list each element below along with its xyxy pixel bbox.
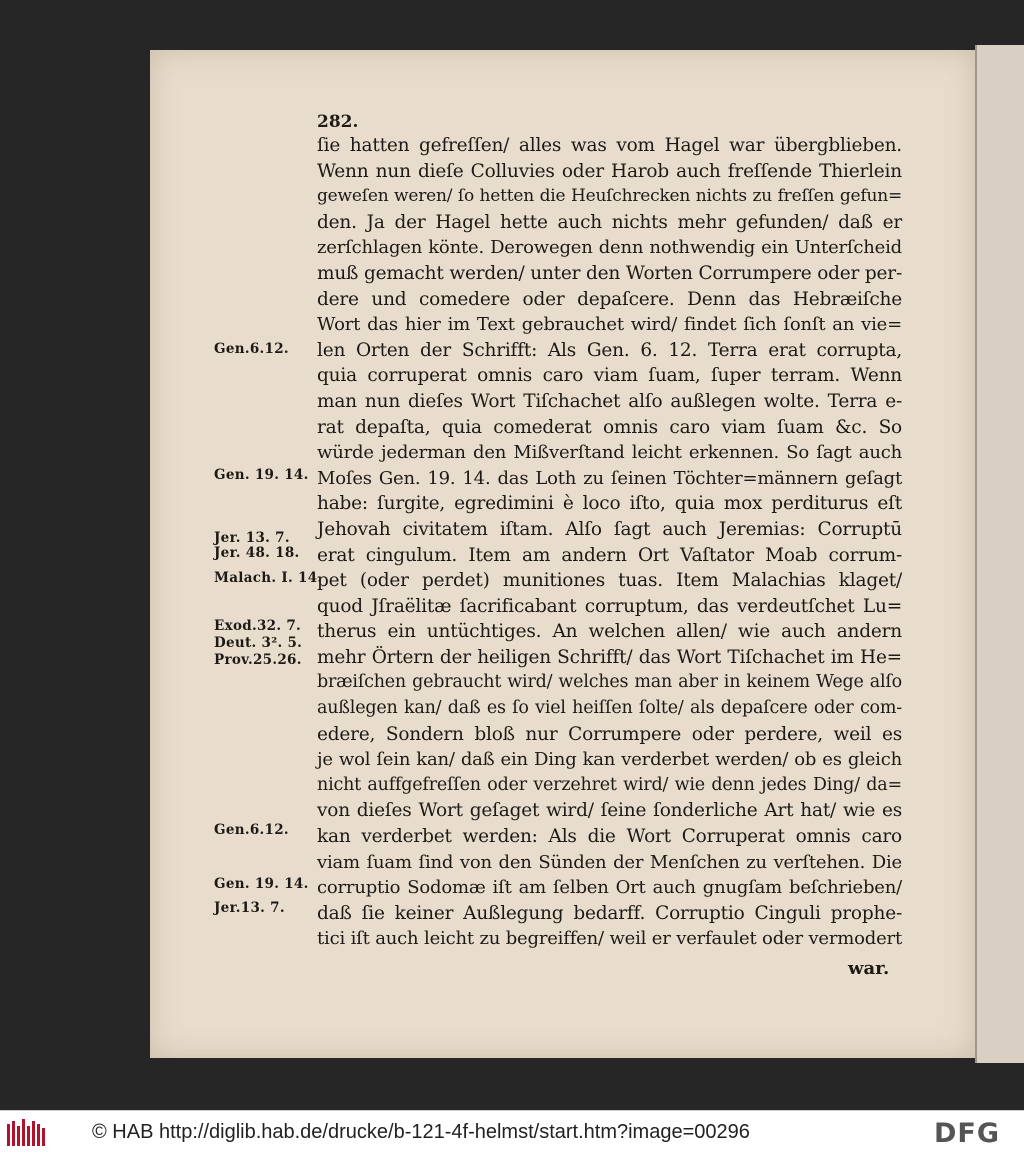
text-line: rat depaſta, quia comederat omnis caro viam ſuam &c. So xyxy=(317,416,902,438)
text-line: den. Ja der Hagel hette auch nichts mehr gefunden/ daß er xyxy=(317,211,902,233)
text-line: len Orten der Schrifft: Als Gen. 6. 12. Terra erat corrupta, xyxy=(317,339,902,361)
text-line: corruptio Sodomæ iſt am ſelben Ort auch gnugſam beſchrieben/ xyxy=(317,877,902,899)
adjacent-page-edge xyxy=(975,45,1024,1063)
margin-note: Gen.6.12. xyxy=(214,822,289,838)
text-line: kan verderbet werden: Als die Wort Corruperat omnis caro xyxy=(317,826,902,848)
text-line: je wol ſein kan/ daß ein Ding kan verderbet werden/ ob es gleich xyxy=(317,749,902,771)
catchword: war. xyxy=(848,958,890,979)
text-line: edere, Sondern bloß nur Corrumpere oder perdere, weil es xyxy=(317,723,902,745)
text-line: von dieſes Wort geſaget wird/ ſeine ſonderliche Art hat/ wie es xyxy=(317,800,902,822)
text-line: man nun dieſes Wort Tiſchachet alſo außlegen wolte. Terra e- xyxy=(317,390,902,412)
text-line: habe: ſurgite, egredimini è loco iſto, quia mox perditurus eſt xyxy=(317,493,902,515)
text-line: daß ſie keiner Außlegung bedarff. Corruptio Cinguli prophe- xyxy=(317,902,902,924)
text-line: bræiſchen gebraucht wird/ welches man aber in keinem Wege alſo xyxy=(317,672,902,693)
text-line: therus ein untüchtiges. An welchen allen/ wie auch andern xyxy=(317,621,902,643)
text-line: tici iſt auch leicht zu begreiffen/ weil er verfaulet oder vermodert xyxy=(317,928,902,950)
footer-bar xyxy=(0,1110,1024,1154)
margin-note: Jer.13. 7. xyxy=(214,900,285,916)
margin-note: Deut. 3². 5. xyxy=(214,635,303,651)
margin-note: Exod.32. 7. xyxy=(214,618,302,634)
margin-note: Prov.25.26. xyxy=(214,652,302,668)
text-line: außlegen kan/ daß es ſo viel heiſſen ſolte/ als depaſcere oder com- xyxy=(317,698,902,719)
text-line: dere und comedere oder depaſcere. Denn das Hebræiſche xyxy=(317,288,902,310)
text-line: pet (oder perdet) munitiones tuas. Item Malachias klaget/ xyxy=(317,570,902,592)
text-line: Wort das hier im Text gebrauchet wird/ findet ſich ſonſt an vie= xyxy=(317,314,902,336)
margin-note: Gen. 19. 14. xyxy=(214,876,309,892)
text-line: nicht auffgefreſſen oder verzehret wird/ wie denn jedes Ding/ da= xyxy=(317,774,902,795)
margin-note: Gen.6.12. xyxy=(214,341,289,357)
text-line: zerſchlagen könte. Derowegen denn nothwendig ein Unterſcheid xyxy=(317,237,902,259)
text-line: Jehovah civitatem iſtam. Alſo ſagt auch Jeremias: Corruptū xyxy=(317,518,902,540)
text-line: quia corruperat omnis caro viam ſuam, ſuper terram. Wenn xyxy=(317,365,902,387)
dfg-logo[interactable]: DFG xyxy=(934,1118,1001,1149)
margin-note: Malach. I. 14. xyxy=(214,570,323,586)
text-line: würde jederman den Mißverſtand leicht erkennen. So ſagt auch xyxy=(317,442,902,464)
margin-note: Jer. 13. 7. xyxy=(214,530,290,546)
text-line: erat cingulum. Item am andern Ort Vaſtator Moab corrum- xyxy=(317,544,902,566)
text-line: viam ſuam ſind von den Sünden der Menſchen zu verſtehen. Die xyxy=(317,851,902,873)
margin-note: Jer. 48. 18. xyxy=(214,545,300,561)
page-number: 282. xyxy=(317,112,359,132)
text-line: geweſen weren/ ſo hetten die Heuſchrecken nichts zu freſſen gefun= xyxy=(317,186,902,207)
text-line: muß gemacht werden/ unter den Worten Corrumpere oder per- xyxy=(317,262,902,284)
hab-logo-icon[interactable] xyxy=(6,1118,46,1148)
text-line: mehr Örtern der heiligen Schrifft/ das Wort Tiſchachet im He= xyxy=(317,646,902,668)
text-line: quod Jſraëlitæ ſacrificabant corruptum, das verdeutſchet Lu= xyxy=(317,595,902,617)
text-line: ſie hatten gefreſſen/ alles was vom Hagel war übergblieben. xyxy=(317,135,902,156)
margin-note: Gen. 19. 14. xyxy=(214,467,309,483)
text-line: Wenn nun dieſe Colluvies oder Harob auch freſſende Thierlein xyxy=(317,160,902,182)
text-line: Moſes Gen. 19. 14. das Loth zu ſeinen Töchter=männern geſagt xyxy=(317,467,902,489)
copyright-link[interactable]: © HAB http://diglib.hab.de/drucke/b-121-4f-helmst/start.htm?image=00296 xyxy=(92,1121,750,1143)
body-text xyxy=(317,133,902,952)
